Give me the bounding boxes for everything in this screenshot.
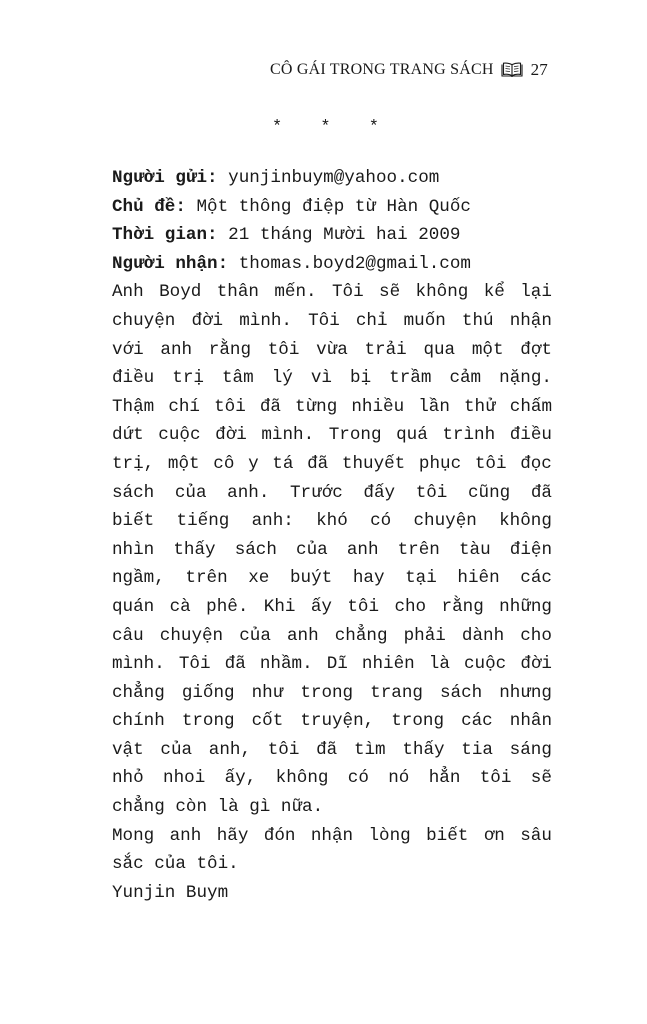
- recipient-line: [112, 250, 552, 279]
- time-label: Thời gian:: [112, 225, 218, 246]
- word: nhoi: [163, 768, 206, 789]
- word: đã: [224, 654, 246, 675]
- word: cô: [213, 453, 235, 474]
- word: câu: [112, 625, 144, 646]
- word: tàu: [458, 539, 491, 560]
- word: tại: [405, 568, 437, 589]
- word: đấy: [363, 482, 396, 503]
- word: của: [296, 539, 328, 560]
- word: quán: [112, 596, 155, 617]
- word: Tôi: [331, 282, 364, 303]
- word: thuyết: [341, 453, 406, 474]
- word: đã: [316, 739, 338, 760]
- word: chẳng: [112, 682, 165, 703]
- word: vừa: [316, 339, 348, 360]
- word: một: [167, 453, 200, 474]
- word: tìm: [353, 739, 386, 760]
- text-line: [112, 336, 552, 365]
- word: sách: [234, 539, 277, 560]
- word: hiên: [457, 568, 500, 589]
- word: chí: [168, 396, 200, 417]
- text-line: [112, 450, 552, 479]
- word: đọc: [520, 453, 552, 474]
- word: Thậm: [112, 396, 155, 417]
- text-line: [112, 364, 552, 393]
- word: sách: [112, 482, 155, 503]
- word: thú: [461, 310, 494, 331]
- word: trầm: [389, 368, 432, 389]
- word: trị,: [112, 453, 155, 474]
- subject-value: Một thông điệp từ Hàn Quốc: [196, 196, 471, 217]
- text-line: [112, 650, 552, 679]
- letter-paragraph-2: [112, 822, 552, 879]
- word: tôi: [479, 768, 512, 789]
- word: chấm: [509, 396, 552, 417]
- word: rằng: [208, 339, 252, 360]
- word: tôi: [267, 739, 300, 760]
- word: với: [112, 339, 144, 360]
- word: không: [415, 282, 469, 303]
- word: ấy,: [224, 768, 257, 789]
- text-line: [112, 421, 552, 450]
- word: các: [520, 568, 552, 589]
- word: rằng: [441, 596, 484, 617]
- word: đã: [259, 396, 281, 417]
- word: nhiều: [351, 396, 405, 417]
- word: cà: [169, 596, 191, 617]
- word: đời: [215, 425, 247, 446]
- word: thử: [464, 396, 496, 417]
- word: trang: [370, 682, 423, 703]
- word: từng: [295, 396, 338, 417]
- word: cuộc: [158, 425, 201, 446]
- letter-paragraph-1: [112, 278, 552, 821]
- word: phải: [403, 625, 446, 646]
- word: anh:: [251, 511, 294, 532]
- recipient-value: thomas.boyd2@gmail.com: [238, 253, 471, 274]
- word: cho: [520, 625, 552, 646]
- word: dứt: [112, 425, 144, 446]
- sender-label: Người gửi:: [112, 168, 218, 188]
- text-line: [112, 736, 552, 765]
- word: anh: [286, 625, 319, 646]
- word: sâu: [520, 825, 552, 846]
- word: ơn: [483, 825, 505, 846]
- word: trên: [397, 539, 440, 560]
- word: cuộc: [464, 654, 507, 675]
- text-line: [112, 507, 552, 536]
- word: tôi: [474, 453, 507, 474]
- word: Anh: [112, 282, 144, 303]
- word: sẽ: [530, 768, 552, 789]
- word: của: [174, 482, 207, 503]
- word: mình.: [112, 654, 165, 675]
- word: anh: [169, 825, 202, 846]
- word: Khi: [263, 596, 296, 617]
- word: thấy: [402, 739, 445, 760]
- text-line: [112, 393, 552, 422]
- word: tâm: [221, 368, 254, 389]
- word: trong: [300, 682, 354, 703]
- word: trải: [364, 339, 407, 360]
- word: chỉ: [355, 310, 388, 331]
- word: hay: [352, 568, 385, 589]
- word: đời: [520, 654, 552, 675]
- text-line: [112, 764, 552, 793]
- word: hãy: [216, 825, 249, 846]
- word: lại: [520, 282, 552, 303]
- text-line: [112, 593, 552, 622]
- text-line: [112, 707, 552, 736]
- word: tiếng: [176, 511, 230, 532]
- word: xe: [248, 568, 270, 589]
- word: đã: [307, 453, 329, 474]
- word: nhìn: [112, 539, 155, 560]
- word: nhưng: [499, 682, 552, 703]
- word: đón: [263, 825, 296, 846]
- word: sẽ: [379, 282, 401, 303]
- word: sáng: [509, 739, 552, 760]
- word: truyện,: [300, 711, 375, 732]
- word: mình.: [261, 425, 315, 446]
- word: nhỏ: [112, 768, 144, 789]
- word: tôi: [347, 596, 380, 617]
- word: là: [428, 654, 450, 675]
- recipient-label: Người nhận:: [112, 253, 229, 274]
- text-line: [112, 622, 552, 651]
- word: các: [461, 711, 493, 732]
- word: có: [370, 511, 392, 532]
- word: có: [347, 768, 369, 789]
- word: đời: [191, 310, 224, 331]
- word: trị: [172, 368, 204, 389]
- word: trình: [442, 425, 496, 446]
- word: mình.: [239, 310, 292, 331]
- word: kể: [483, 282, 505, 303]
- word: nhận: [310, 825, 354, 846]
- word: biết: [426, 825, 469, 846]
- running-header: [270, 60, 548, 80]
- word: Dĩ: [326, 654, 348, 675]
- word: ngầm,: [112, 568, 165, 589]
- word: nhân: [509, 711, 552, 732]
- word: Trước: [289, 482, 343, 503]
- word: sách: [439, 682, 483, 703]
- word: chuyện: [413, 511, 477, 532]
- sender-line: [112, 164, 552, 193]
- word: Mong: [112, 825, 155, 846]
- word: những: [499, 596, 552, 617]
- text-line: sắc của tôi.: [112, 854, 239, 875]
- signature: Yunjin Buym: [112, 882, 229, 903]
- word: anh: [346, 539, 379, 560]
- word: Tôi: [308, 310, 340, 331]
- word: y: [248, 453, 259, 474]
- word: mến.: [274, 282, 317, 303]
- word: nhiên: [361, 654, 415, 675]
- word: chẳng: [334, 625, 388, 646]
- word: một: [471, 339, 504, 360]
- word: nó: [388, 768, 410, 789]
- word: Trong: [328, 425, 382, 446]
- word: không: [275, 768, 329, 789]
- open-book-icon: [501, 62, 523, 78]
- word: biết: [112, 511, 155, 532]
- word: đợt: [520, 339, 552, 360]
- word: lý: [271, 368, 293, 389]
- word: khó: [316, 511, 348, 532]
- word: trong: [391, 711, 445, 732]
- word: dành: [461, 625, 505, 646]
- text-line: [112, 307, 552, 336]
- word: như: [251, 682, 284, 703]
- letter-body: [112, 164, 552, 907]
- word: lần: [418, 396, 450, 417]
- word: anh: [160, 339, 193, 360]
- word: phê.: [206, 596, 249, 617]
- word: cốt: [251, 711, 284, 732]
- text-line: [112, 278, 552, 307]
- word: điện: [509, 539, 552, 560]
- word: anh.: [227, 482, 270, 503]
- subject-line: [112, 193, 552, 222]
- section-break: * * *: [271, 118, 393, 137]
- word: tôi: [415, 482, 448, 503]
- word: chuyện: [112, 310, 176, 331]
- subject-label: Chủ đề:: [112, 196, 186, 217]
- sender-value: yunjinbuym@yahoo.com: [228, 168, 440, 188]
- word: bị: [350, 368, 372, 389]
- word: điều: [112, 368, 155, 389]
- word: qua: [423, 339, 456, 360]
- word: của: [239, 625, 271, 646]
- word: hẳn: [428, 768, 461, 789]
- word: tia: [461, 739, 493, 760]
- word: chuyện: [159, 625, 224, 646]
- word: muốn: [403, 310, 446, 331]
- word: thân: [216, 282, 259, 303]
- book-title: CÔ GÁI TRONG TRANG SÁCH: [270, 61, 494, 78]
- time-line: [112, 221, 552, 250]
- word: trên: [185, 568, 228, 589]
- word: điều: [509, 425, 552, 446]
- text-line: [112, 822, 552, 851]
- word: nhầm.: [259, 654, 313, 675]
- word: vật: [112, 739, 144, 760]
- word: cảm: [449, 368, 482, 389]
- text-line: chẳng còn là gì nữa.: [112, 797, 324, 818]
- word: tôi: [214, 396, 246, 417]
- word: chính: [112, 711, 165, 732]
- word: tôi: [267, 339, 300, 360]
- word: nhận: [509, 310, 552, 331]
- word: lòng: [368, 825, 411, 846]
- word: quá: [396, 425, 428, 446]
- text-line: [112, 564, 552, 593]
- text-line: [112, 679, 552, 708]
- word: buýt: [289, 568, 333, 589]
- word: anh,: [208, 739, 252, 760]
- word: trong: [181, 711, 235, 732]
- word: cũng: [467, 482, 511, 503]
- word: không: [499, 511, 552, 532]
- word: của: [160, 739, 193, 760]
- page-number: 27: [530, 60, 548, 79]
- word: cho: [394, 596, 427, 617]
- word: tá: [272, 453, 294, 474]
- text-line: [112, 536, 552, 565]
- word: Tôi: [178, 654, 211, 675]
- word: ấy: [310, 596, 332, 617]
- word: nặng.: [499, 368, 552, 389]
- time-value: 21 tháng Mười hai 2009: [228, 225, 461, 246]
- word: đã: [530, 482, 552, 503]
- text-line: [112, 479, 552, 508]
- word: vì: [310, 368, 332, 389]
- word: phục: [418, 453, 462, 474]
- word: thấy: [173, 539, 216, 560]
- word: giống: [181, 682, 235, 703]
- word: Boyd: [159, 282, 202, 303]
